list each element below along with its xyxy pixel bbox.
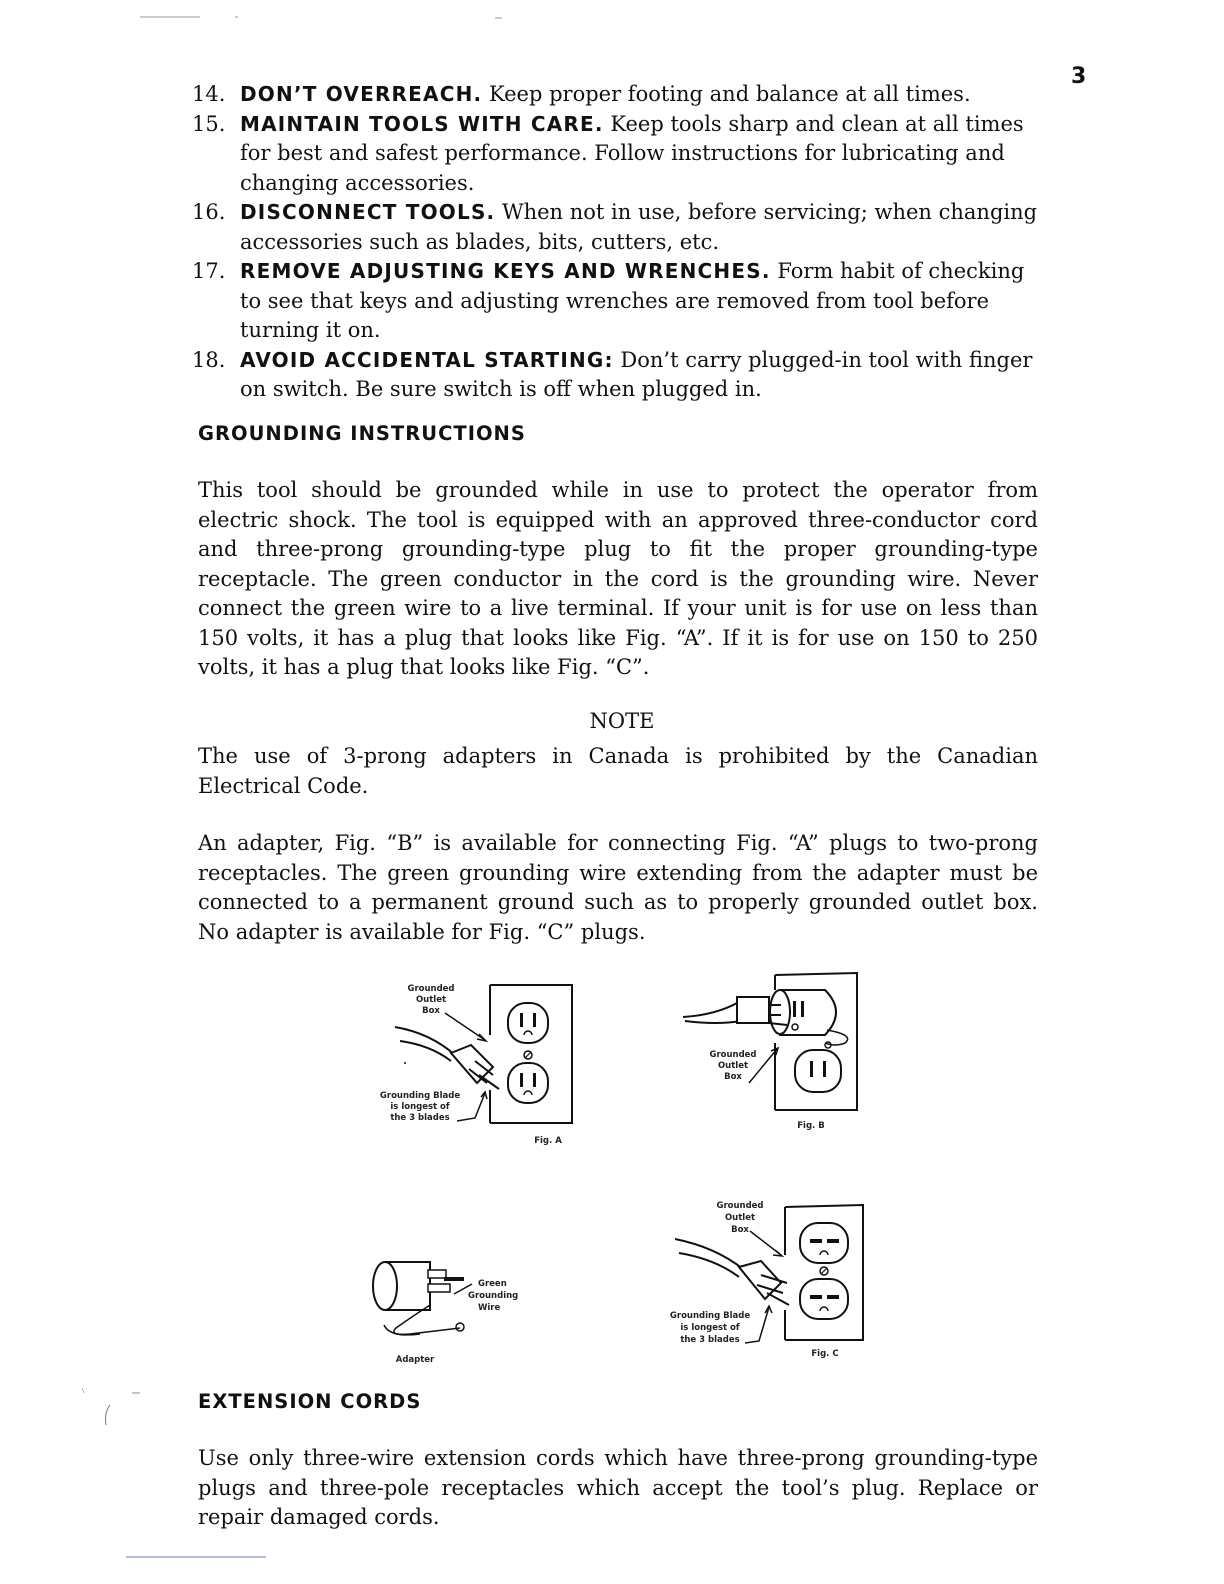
rule-item (192, 198, 1052, 257)
rule-text: Form habit of checking to see that keys and adjusting wrenches are removed from tool before turning it on. (240, 259, 1025, 342)
fig-a-blade-label-1: Grounding Blade (379, 1091, 461, 1101)
fig-c-outlet-label-2: Outlet (724, 1213, 756, 1223)
rule-title: DISCONNECT TOOLS. (240, 200, 496, 224)
figure-b-drawing (675, 965, 875, 1135)
extension-cords-paragraph: Use only three-wire extension cords which have three-prong grounding-type plugs and three-pole receptacles which accept the tool’s plug. Replace or repair damaged cords. (198, 1446, 1038, 1529)
rule-number: 18. (192, 347, 226, 372)
scan-mark-left (80, 1385, 150, 1465)
rule-title: DON’T OVERREACH. (240, 82, 483, 106)
grounding-heading: GROUNDING INSTRUCTIONS (198, 422, 526, 445)
rule-title: REMOVE ADJUSTING KEYS AND WRENCHES. (240, 259, 771, 283)
rule-text: When not in use, before servicing; when changing accessories such as blades, bits, cutters, etc. (240, 200, 1038, 254)
rule-text: Keep tools sharp and clean at all times for best and safest performance. Follow instructions for lubricating and changing accessories. (240, 111, 1024, 195)
rule-number: 17. (192, 259, 226, 283)
fig-c-outlet-label-1: Grounded (716, 1201, 764, 1211)
rule-item (192, 257, 1052, 346)
fig-a-caption: Fig. A (534, 1136, 562, 1146)
rule-number: 15. (192, 111, 226, 136)
fig-b-outlet-label-1: Grounded (709, 1050, 757, 1060)
note-title: NOTE (589, 709, 655, 733)
rule-text: Keep proper footing and balance at all times. (482, 82, 971, 106)
figure-c-drawing (665, 1195, 875, 1365)
figure-c (665, 1195, 875, 1365)
figure-a (375, 975, 585, 1150)
safety-rules-list (192, 80, 1052, 405)
fig-c-outlet-label-3: Box (731, 1225, 749, 1235)
adapter-drawing (360, 1250, 540, 1370)
fig-a-outlet-label-3: Box (422, 1006, 440, 1016)
rule-number: 16. (192, 200, 226, 224)
page-number: 3 (1071, 64, 1087, 89)
fig-a-blade-label-2: is longest of (390, 1102, 450, 1112)
fig-c-blade-label-1: Grounding Blade (669, 1311, 751, 1321)
rule-item (192, 346, 1052, 405)
rule-text: Don’t carry plugged-in tool with finger on switch. Be sure switch is off when plugged in. (240, 347, 1033, 401)
figure-adapter (360, 1250, 540, 1370)
adapter-wire-label-1: Green (478, 1279, 507, 1289)
rule-number: 14. (192, 82, 226, 106)
rule-item (192, 110, 1052, 199)
rule-item (192, 80, 1052, 110)
adapter-paragraph: An adapter, Fig. “B” is available for connecting Fig. “A” plugs to two-prong receptacles. The green grounding wire extending from the adapter must be connected to a permanent ground such as to properly grounded outlet box. No adapter is available for Fig. “C” plugs. (198, 831, 1038, 944)
adapter-caption: Adapter (395, 1355, 435, 1365)
fig-b-outlet-label-3: Box (724, 1072, 742, 1082)
adapter-wire-label-3: Wire (478, 1303, 501, 1313)
scan-mark-top (140, 12, 520, 22)
fig-a-blade-label-3: the 3 blades (390, 1113, 450, 1123)
note-text: The use of 3-prong adapters in Canada is prohibited by the Canadian Electrical Code. (198, 744, 1038, 798)
figure-b (675, 965, 875, 1135)
rule-title: MAINTAIN TOOLS WITH CARE. (240, 111, 604, 136)
fig-c-blade-label-2: is longest of (680, 1323, 740, 1333)
adapter-wire-label-2: Grounding (468, 1291, 519, 1301)
scan-mark-bottom (126, 1555, 271, 1559)
fig-c-blade-label-3: the 3 blades (680, 1335, 740, 1345)
fig-b-caption: Fig. B (797, 1121, 825, 1131)
fig-c-caption: Fig. C (811, 1349, 839, 1359)
fig-a-outlet-label-2: Outlet (415, 995, 447, 1005)
extension-cords-heading: EXTENSION CORDS (198, 1390, 422, 1413)
figure-a-drawing (375, 975, 585, 1150)
grounding-paragraph: This tool should be grounded while in use to protect the operator from electric shock. The tool is equipped with an approved three-conductor cord and three-prong grounding-type plug to fit the proper grounding-type receptacle. The green conductor in the cord is the grounding wire. Never connect the green wire to a live terminal. If your unit is for use on less than 150 volts, it has a plug that looks like Fig. “A”. If it is for use on 150 to 250 volts, it has a plug that looks like Fig. “C”. (198, 478, 1038, 679)
rule-title: AVOID ACCIDENTAL STARTING: (240, 347, 614, 372)
fig-b-outlet-label-2: Outlet (717, 1061, 749, 1071)
fig-a-outlet-label-1: Grounded (407, 984, 455, 994)
